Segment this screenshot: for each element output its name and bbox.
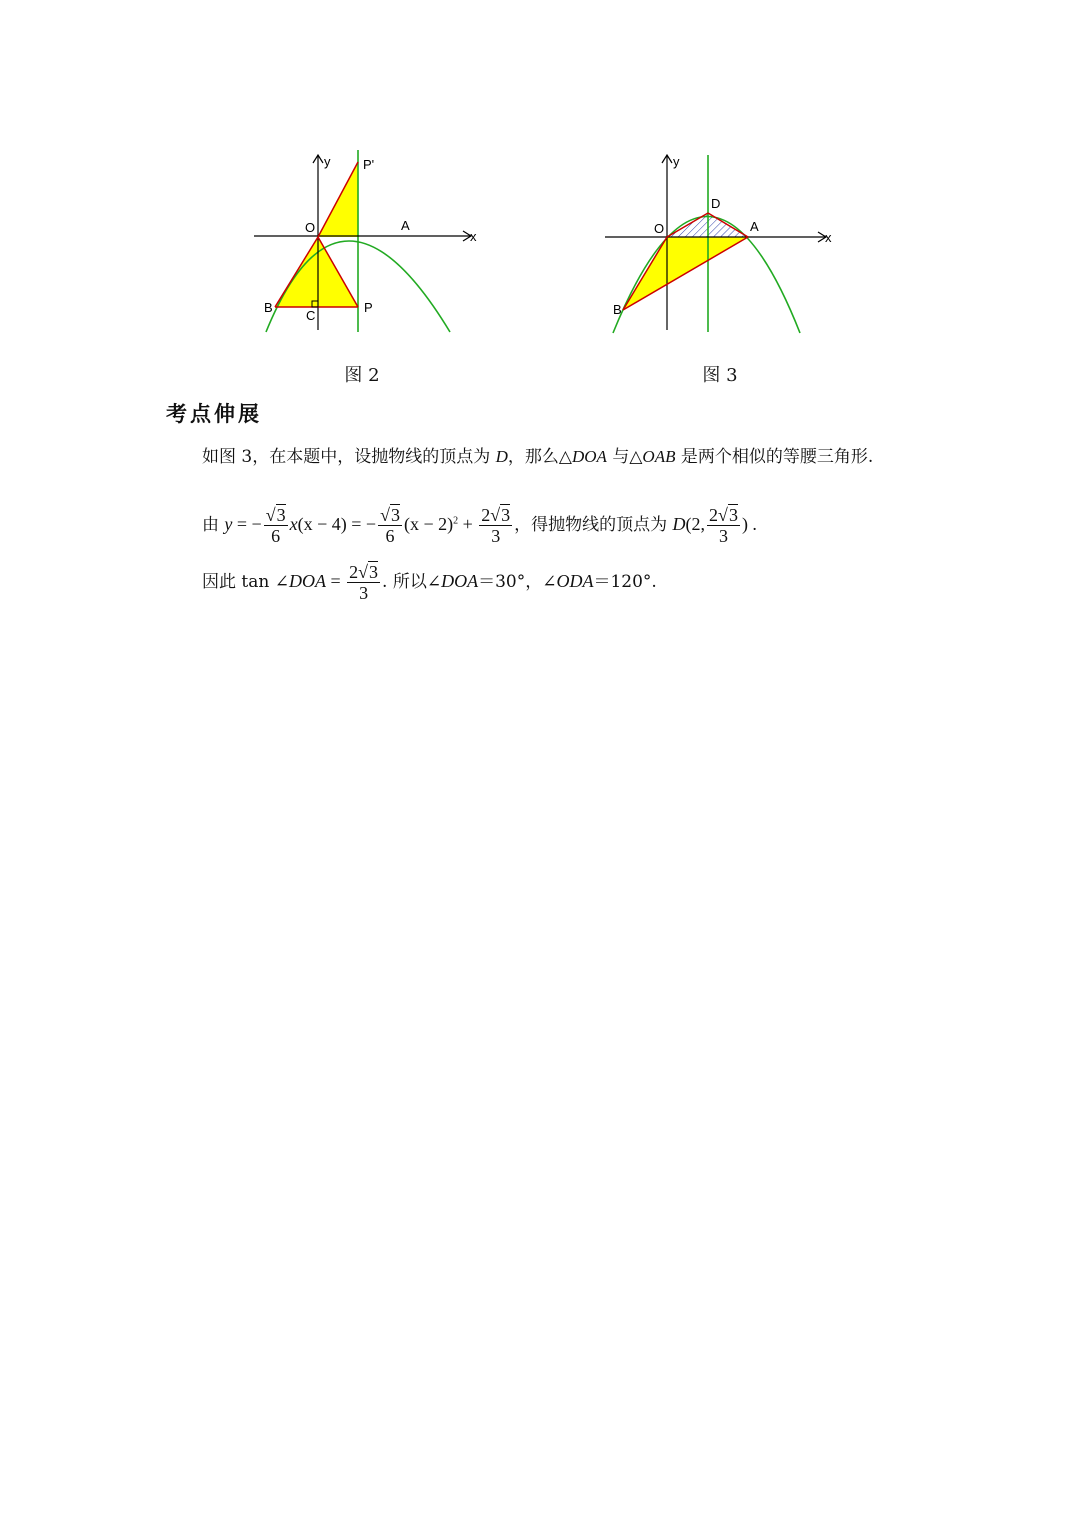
eq-x-minus-4: (x − 4) = − xyxy=(297,514,377,534)
tan-eq: = xyxy=(325,571,346,591)
label-x: x xyxy=(470,229,477,244)
figure-3 xyxy=(595,150,845,340)
equation-line xyxy=(202,505,757,546)
label-d: D xyxy=(711,196,721,211)
frac-tan-value: $\frac{2√3}{3}$ xyxy=(349,562,379,603)
figure-2-caption: 图 2 xyxy=(344,365,380,386)
tan-doa: DOA xyxy=(288,571,326,591)
label-y: y xyxy=(324,154,331,169)
figure-2 xyxy=(240,150,490,340)
tan-text-1: . 所以∠ xyxy=(382,572,442,592)
p1-text-2: ，那么△ xyxy=(507,447,572,467)
p1-text-3: 与△ xyxy=(606,447,643,467)
frac-sqrt3-over-6: $\frac{√3}{6}$ xyxy=(265,505,286,546)
label-o: O xyxy=(305,220,316,235)
eq-power: 2 xyxy=(453,515,459,527)
eq-x-minus-2: (x − 2) xyxy=(403,514,454,534)
tan-text-2: ＝30°，∠ xyxy=(478,572,557,592)
tan-oda: ODA xyxy=(556,571,594,591)
p1-text-1: 如图 3，在本题中，设抛物线的顶点为 xyxy=(202,447,496,467)
frac-2sqrt3-over-3: $\frac{2√3}{3}$ xyxy=(481,505,511,546)
eq-mid-text: ，得抛物线的顶点为 xyxy=(514,515,673,535)
eq-vertex-open: (2, xyxy=(685,514,706,534)
lower-triangle xyxy=(275,237,358,307)
eq-prefix: 由 xyxy=(202,515,225,535)
label-o: O xyxy=(654,221,665,236)
eq-vertex-d: D xyxy=(672,514,686,534)
frac-sqrt3-over-6-b: $\frac{√3}{6}$ xyxy=(380,505,400,546)
label-c: C xyxy=(306,308,316,323)
label-b: B xyxy=(613,302,622,317)
p1-doa: DOA xyxy=(571,447,607,466)
tan-doa-2: DOA xyxy=(441,571,479,591)
label-p: P xyxy=(364,300,373,315)
p1-oab: OAB xyxy=(642,447,676,466)
p1-text-4: 是两个相似的等腰三角形. xyxy=(675,447,874,467)
label-a: A xyxy=(750,219,759,234)
eq-x: x xyxy=(289,514,298,534)
label-y: y xyxy=(673,154,680,169)
p1-d: D xyxy=(495,447,508,466)
frac-vertex-y: $\frac{2√3}{3}$ xyxy=(709,505,738,546)
tan-line xyxy=(202,562,657,603)
section-title: 考点伸展 xyxy=(166,402,262,426)
figure-3-caption: 图 3 xyxy=(702,365,738,386)
tan-prefix: 因此 tan ∠ xyxy=(202,572,289,592)
label-x: x xyxy=(825,230,832,245)
label-p-prime: P' xyxy=(363,157,375,172)
eq-minus-1: = − xyxy=(232,514,262,534)
label-b: B xyxy=(264,300,273,315)
eq-y: y xyxy=(224,514,233,534)
tan-text-3: ＝120°. xyxy=(593,572,657,592)
paragraph-1 xyxy=(166,442,921,472)
label-a: A xyxy=(401,218,410,233)
eq-plus: + xyxy=(458,514,478,534)
eq-vertex-close: ) . xyxy=(741,514,757,534)
